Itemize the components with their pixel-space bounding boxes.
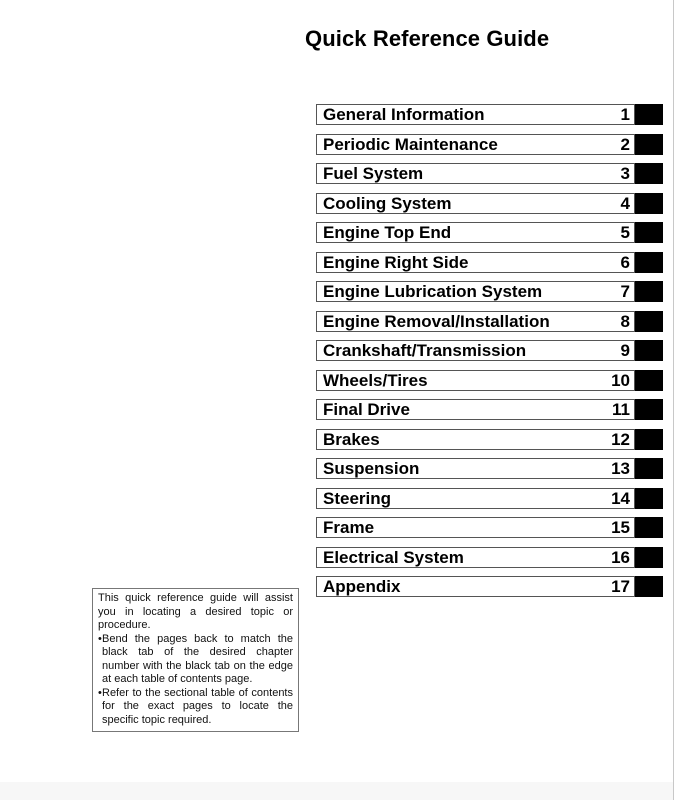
toc-item-label: Engine Right Side [323,252,469,272]
toc-item-number: 5 [620,223,630,242]
toc-item-label: Engine Removal/Installation [323,311,550,331]
toc-item-engine-lubrication-system[interactable] [316,281,663,302]
page-edge-divider [673,0,674,800]
toc-item-number: 15 [611,518,630,537]
toc-item-box [316,429,635,450]
bullet-icon: • [98,686,102,699]
toc-item-number: 16 [611,547,630,567]
toc-item-appendix[interactable] [316,576,663,597]
toc-item-wheels-tires[interactable] [316,370,663,391]
toc-item-box [316,399,635,420]
toc-item-label: Engine Top End [323,223,452,242]
toc-item-box [316,370,635,391]
toc-item-engine-top-end[interactable] [316,222,663,243]
chapter-black-tab [635,517,663,538]
toc-item-label: Final Drive [323,400,410,419]
toc-item-label: Frame [323,518,375,537]
toc-item-fuel-system[interactable] [316,163,663,184]
chapter-black-tab [635,370,663,391]
toc-item-label: Electrical System [323,547,464,567]
toc-item-suspension[interactable] [316,458,663,479]
toc-item-number: 10 [611,370,630,390]
toc-item-label: Brakes [323,429,380,449]
toc-item-number: 9 [620,341,630,360]
toc-item-frame[interactable] [316,517,663,538]
instruction-bullet [98,687,293,728]
toc-item-electrical-system[interactable] [316,547,663,568]
instruction-text: Refer to the sectional table of contents for the exact pages to locate the specific topic required. [102,686,293,726]
chapter-black-tab [635,222,663,243]
chapter-black-tab [635,458,663,479]
toc-item-number: 3 [620,164,630,183]
toc-item-label: General Information [323,105,485,124]
toc-item-number: 11 [612,400,630,419]
toc-item-label: Crankshaft/Transmission [323,341,527,360]
page-bottom-margin [0,782,673,800]
toc-item-label: Suspension [323,459,420,478]
toc-item-box [316,517,635,538]
chapter-black-tab [635,547,663,568]
chapter-black-tab [635,163,663,184]
toc-item-number: 1 [620,105,630,124]
toc-item-box [316,488,635,509]
toc-item-number: 6 [620,252,630,272]
toc-item-cooling-system[interactable] [316,193,663,214]
toc-item-label: Wheels/Tires [323,370,428,390]
chapter-black-tab [635,488,663,509]
page-title: Quick Reference Guide [305,26,550,51]
toc-item-number: 12 [611,429,630,449]
toc-item-label: Cooling System [323,193,452,213]
chapter-black-tab [635,311,663,332]
usage-instructions-box [92,588,299,732]
toc-item-number: 7 [620,282,630,301]
toc-item-box [316,163,635,184]
toc-item-box [316,458,635,479]
toc-item-box [316,576,635,597]
toc-item-label: Fuel System [323,164,424,183]
toc-item-label: Engine Lubrication System [323,282,543,301]
chapter-black-tab [635,429,663,450]
chapter-black-tab [635,399,663,420]
toc-item-periodic-maintenance[interactable] [316,134,663,155]
chapter-black-tab [635,193,663,214]
chapter-black-tab [635,281,663,302]
toc-item-number: 17 [611,577,630,596]
toc-item-final-drive[interactable] [316,399,663,420]
toc-item-number: 8 [620,311,630,331]
toc-item-box [316,281,635,302]
toc-item-box [316,134,635,155]
bullet-icon: • [98,632,102,645]
chapter-black-tab [635,576,663,597]
toc-item-number: 13 [611,459,630,478]
toc-item-general-information[interactable] [316,104,663,125]
toc-item-engine-right-side[interactable] [316,252,663,273]
instruction-text: Bend the pages back to match the black tab of the desired chapter number with the black tab on the edge at each table of contents page. [102,632,293,685]
chapter-black-tab [635,104,663,125]
toc-item-box [316,340,635,361]
instructions-intro: This quick reference guide will assist you in locating a desired topic or procedure. [98,592,293,631]
toc-item-label: Appendix [323,577,401,596]
toc-item-label: Periodic Maintenance [323,134,498,154]
toc-item-engine-removal-installation[interactable] [316,311,663,332]
chapter-black-tab [635,340,663,361]
toc-item-crankshaft-transmission[interactable] [316,340,663,361]
toc-item-box [316,252,635,273]
toc-item-brakes[interactable] [316,429,663,450]
toc-item-number: 14 [611,488,630,508]
toc-item-box [316,311,635,332]
toc-item-box [316,547,635,568]
toc-item-number: 2 [620,134,630,154]
toc-item-box [316,193,635,214]
toc-item-box [316,104,635,125]
toc-item-box [316,222,635,243]
chapter-black-tab [635,252,663,273]
toc-item-number: 4 [620,193,630,213]
toc-item-steering[interactable] [316,488,663,509]
chapter-black-tab [635,134,663,155]
instruction-bullet [98,633,293,687]
toc-item-label: Steering [323,488,392,508]
